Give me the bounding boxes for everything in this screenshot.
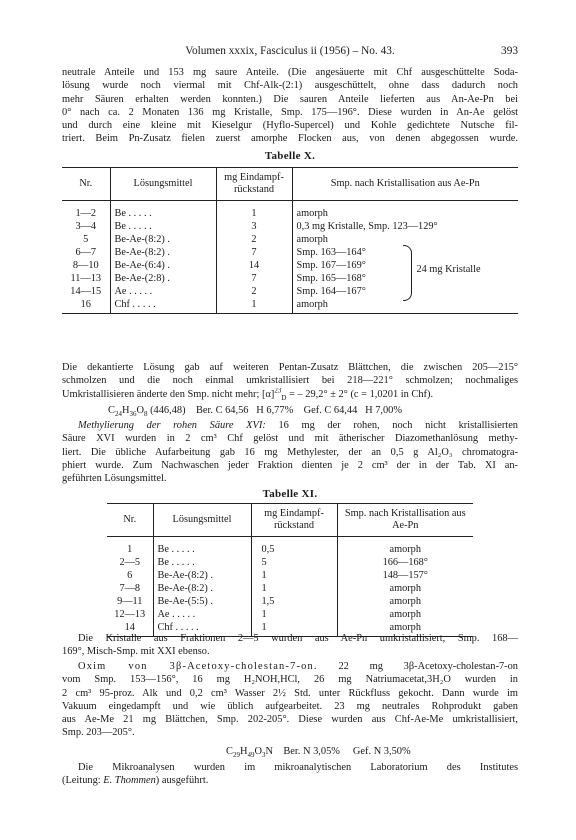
text-line: geführten Lösungsmittel.	[62, 473, 167, 485]
cell-solvent: Chf . . . . .	[153, 621, 251, 637]
cell-solvent: Be . . . . .	[153, 556, 251, 569]
cell-mg: 1	[216, 201, 292, 221]
formula-line-1	[108, 405, 403, 419]
formula-o: O	[136, 405, 144, 416]
cell-solvent: Be-Ae-(8:2) .	[153, 569, 251, 582]
cell-mg: 0,5	[251, 537, 337, 557]
cell-mg: 14	[216, 259, 292, 272]
table-header-row	[62, 168, 518, 201]
table-x	[62, 167, 518, 314]
cell-solvent: Be-Ae-(2:8) .	[110, 272, 216, 285]
cell-smp: Smp. 167—169°	[292, 259, 518, 272]
cell-mg: 7	[216, 272, 292, 285]
cell-nr: 9—11	[117, 596, 143, 607]
text-line: Die dekantierte Lösung gab auf weiteren Pentan-Zusatz Blättchen, die zwischen 205—215°	[62, 362, 518, 373]
table-row	[62, 201, 518, 221]
cell-smp: amorph	[337, 595, 473, 608]
cell-mg: 1,5	[251, 595, 337, 608]
table-header-row	[107, 504, 473, 537]
cell-solvent: Be-Ae-(6:4) .	[110, 259, 216, 272]
text-fragment: = – 29,2° ± 2° (c = 1,0201 in Chf).	[286, 388, 434, 400]
cell-nr: 14	[107, 621, 153, 637]
cell-solvent: Chf . . . . .	[110, 298, 216, 314]
formula-c: C	[108, 405, 115, 416]
cell-nr: 6	[127, 570, 133, 581]
cell-solvent: Ae . . . . .	[110, 285, 216, 298]
table-row	[107, 582, 473, 595]
formula-h-count: 49	[247, 751, 255, 760]
cell-smp: 148—157°	[337, 569, 473, 582]
cell-solvent: Be-Ae-(8:2) .	[110, 233, 216, 246]
cell-smp: amorph	[337, 582, 473, 595]
cell-nr: 7—8	[119, 583, 141, 594]
text-line: Die Mikroanalysen wurden im mikroanalytischen Laboratorium des Institutes	[78, 762, 518, 773]
text-line: Säure XVI wurden in 2 cm³ Chf gelöst und mit ätherischer Diazomethanlösung methy-	[62, 433, 518, 445]
cell-mg: 1	[251, 608, 337, 621]
col-header-smp: Smp. nach Kristallisation aus Ae-Pn	[337, 504, 473, 537]
cell-smp: amorph	[292, 298, 518, 314]
cell-smp: amorph	[337, 621, 473, 637]
cell-smp: amorph	[337, 608, 473, 621]
acknowledgement-paragraph	[62, 761, 518, 788]
cell-solvent: Be . . . . .	[110, 201, 216, 221]
text-line: 169°, Misch-Smp. mit XXI ebenso.	[62, 646, 210, 658]
cell-solvent: Be-Ae-(5:5) .	[153, 595, 251, 608]
alpha-subscript: D	[281, 393, 287, 401]
person-name: E. Thommen	[103, 775, 156, 787]
table-row	[62, 220, 518, 233]
grouping-brace	[403, 245, 412, 301]
text-line: aus Ae-Me 21 mg Blättchen, Smp. 202-205°. Diese wurden aus Chf-Ae-Me umkristallisiert,	[62, 714, 518, 726]
text-line: Vakuum eingedampft und wie üblich aufgearbeitet. 23 mg neutrales Rohprodukt gaben	[62, 700, 518, 712]
cell-nr: 5	[83, 234, 89, 245]
text-line: 2 cm³ 95-proz. Alk und 0,2 cm³ Wasser 2½ Std. unter Rückfluss gekocht. Dann wurde im	[62, 687, 518, 699]
text-line: und durch eine kleine mit Kieselgur (Hyflo-Supercel) und Kohle gedichtete Nutsche fil-	[62, 120, 518, 132]
cell-mg: 2	[216, 233, 292, 246]
alpha-superscript: 23	[274, 387, 282, 395]
cell-mg: 3	[216, 220, 292, 233]
formula-h: H	[121, 405, 130, 416]
formula-o: O	[254, 746, 262, 757]
text-line	[62, 774, 518, 787]
cell-mg: 7	[216, 246, 292, 259]
table-row	[107, 537, 473, 557]
text-line	[62, 419, 518, 432]
formula-c-count: 29	[232, 751, 240, 760]
page-number: 393	[501, 45, 518, 57]
cell-nr: 11—13	[70, 273, 101, 284]
smp-value: Smp. 163—164°	[296, 247, 366, 258]
text-line: triert. Beim Pn-Zusatz fielen zuerst amorphe Flocken aus, von denen abgegossen wurde.	[62, 133, 518, 145]
text-fragment: 22 mg 3β-Acetoxy-cholestan-7-on	[317, 661, 518, 672]
table-row	[62, 233, 518, 246]
text-line	[62, 660, 518, 673]
cell-smp: amorph	[337, 537, 473, 557]
text-line: lösung wurde noch viermal mit Chf-Alk-(2:1) ausgeschüttelt, ohne dass dadurch noch	[62, 80, 518, 92]
cell-mg: 2	[216, 285, 292, 298]
section-title: Oxim von 3β-Acetoxy-cholestan-7-on.	[78, 661, 318, 672]
cell-nr: 1	[127, 544, 133, 555]
cell-solvent: Be-Ae-(8:2) .	[153, 582, 251, 595]
formula-h: H	[239, 746, 248, 757]
text-line: vom Smp. 153—156°, 16 mg H₂NOH,HCl, 26 mg Natriumacetat,3H₂O wurden in	[62, 674, 518, 686]
cell-mg: 5	[251, 556, 337, 569]
oxime-paragraph	[62, 660, 518, 740]
section-title: Methylierung der rohen Säure XVI:	[78, 420, 266, 431]
text-line: schmolzen und die noch einmal umkristallisiert bei 218—221° schmolzen; nochmaliges	[62, 375, 518, 387]
cell-mg: 1	[251, 582, 337, 595]
cell-smp: amorph	[292, 201, 518, 221]
cell-solvent: Be . . . . .	[153, 537, 251, 557]
crystals-paragraph	[62, 632, 518, 659]
journal-title: Volumen xxxix, Fasciculus ii (1956) – No. 43.	[185, 45, 395, 57]
table-xi	[107, 503, 473, 637]
text-line	[62, 388, 518, 401]
table-row	[107, 556, 473, 569]
col-header-solvent: Lösungsmittel	[110, 168, 216, 201]
cell-smp: Smp. 165—168°	[292, 272, 518, 285]
text-fragment: ) ausgeführt.	[155, 775, 209, 787]
cell-nr: 2—5	[119, 557, 141, 568]
text-line: neutrale Anteile und 153 mg saure Anteile. (Die angesäuerte mit Chf ausgeschüttelte Soda-	[62, 67, 518, 78]
running-header	[62, 45, 518, 59]
cell-solvent: Be-Ae-(8:2) .	[110, 246, 216, 259]
col-header-nr: Nr.	[107, 504, 153, 537]
formula-h-count: 36	[129, 410, 137, 419]
cell-solvent: Ae . . . . .	[153, 608, 251, 621]
text-fragment: (Leitung:	[62, 775, 104, 787]
brace-label: 24 mg Kristalle	[416, 264, 481, 275]
cell-nr: 14—15	[70, 286, 102, 297]
table-row	[107, 595, 473, 608]
text-line: Die Kristalle aus Fraktionen 2—5 wurden aus Ae-Pn umkristallisiert, Smp. 168—	[78, 633, 518, 644]
table-row	[62, 246, 518, 259]
text-fragment: Umkristallisieren änderte den Smp. nicht mehr; [α]	[62, 388, 275, 400]
col-header-residue: mg Eindampf-rückstand	[216, 168, 292, 201]
table-x-caption: Tabelle X.	[264, 150, 316, 162]
cell-smp: 166—168°	[337, 556, 473, 569]
cell-nr: 1—2	[75, 208, 97, 219]
table-row	[62, 285, 518, 298]
text-line: mehr Säuren erhalten werden konnten.) Die sauren Anteile lieferten aus An-Ae-Pn bei	[62, 93, 518, 105]
cell-mg: 1	[251, 569, 337, 582]
methylation-paragraph	[62, 419, 518, 485]
cell-smp: Smp. 164—167°	[292, 285, 518, 298]
formula-c-count: 24	[114, 410, 122, 419]
cell-nr: 6—7	[75, 247, 97, 258]
formula-c: C	[226, 746, 233, 757]
cell-mg: 1	[216, 298, 292, 314]
cell-solvent: Be . . . . .	[110, 220, 216, 233]
formula-line-2	[226, 746, 411, 760]
text-fragment: 16 mg der rohen, noch nicht kristallisierten	[265, 420, 518, 431]
formula-n: N	[265, 746, 273, 757]
cell-nr: 8—10	[72, 260, 99, 271]
col-header-nr: Nr.	[62, 168, 110, 201]
text-line: 0° nach ca. 2 Monaten 136 mg Kristalle, Smp. 175—196°. Diese wurden in An-Ae gelöst	[62, 106, 518, 118]
table-row	[107, 569, 473, 582]
text-line: Smp. 203—205°.	[62, 727, 135, 739]
col-header-solvent: Lösungsmittel	[153, 504, 251, 537]
formula-o-count: 3	[261, 751, 266, 760]
cell-nr: 3—4	[75, 221, 97, 232]
cell-nr: 16	[62, 298, 110, 314]
cell-mg: 1	[251, 621, 337, 637]
col-header-residue: mg Eindampf-rückstand	[251, 504, 337, 537]
table-xi-caption: Tabelle XI.	[262, 488, 318, 500]
text-line: phiert wurde. Zum Nachwaschen jeder Fraktion dienten je 2 cm³ der in der Tab. XI an-	[62, 459, 518, 471]
cell-nr: 12—13	[114, 609, 146, 620]
middle-paragraph	[62, 361, 518, 401]
formula-analysis: Ber. N 3,05% Gef. N 3,50%	[283, 746, 411, 757]
table-row	[107, 608, 473, 621]
formula-o-count: 8	[143, 410, 148, 419]
col-header-smp: Smp. nach Kristallisation aus Ae-Pn	[292, 168, 518, 201]
cell-smp: amorph	[292, 233, 518, 246]
cell-smp: 0,3 mg Kristalle, Smp. 123—129°	[292, 220, 518, 233]
text-line: liert. Die übliche Aufarbeitung gab 16 mg Methylester, der an 0,5 g Al₂O₃ chromatogra-	[62, 446, 518, 458]
intro-paragraph	[62, 66, 518, 146]
table-row	[62, 298, 518, 314]
formula-analysis: (446,48) Ber. C 64,56 H 6,77% Gef. C 64,44 H 7,00%	[150, 405, 403, 416]
